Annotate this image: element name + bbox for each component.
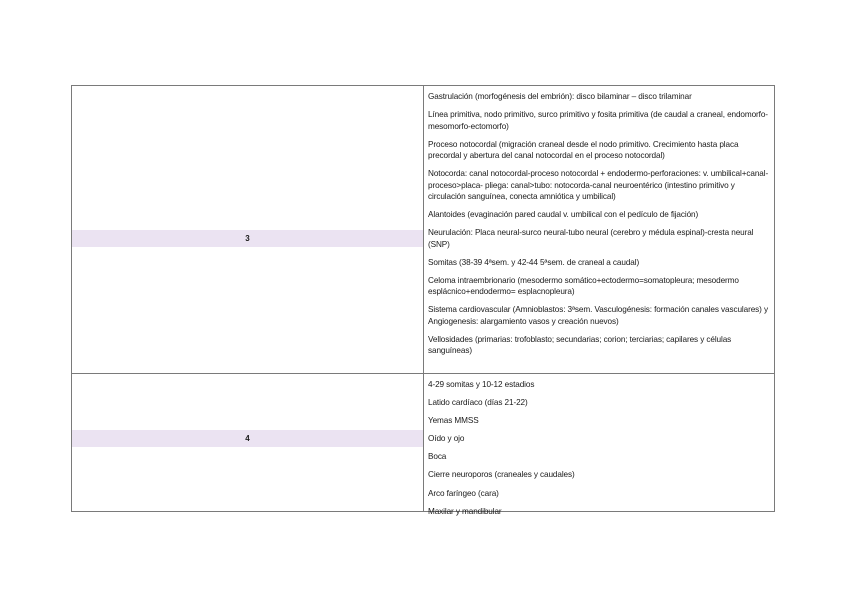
development-table: [71, 85, 775, 516]
event-item: Notocorda: canal notocordal-proceso notocordal + endodermo-perforaciones: v. umbilical+canal-proceso>placa- pliega: canal>tubo: notocorda-canal neuroentérico (intestino primitivo y circulación sanguínea, conecta amniótica y umbilical): [428, 169, 769, 201]
week-number: 3: [72, 230, 423, 247]
events-cell: [428, 379, 770, 524]
table-row-week-3: [72, 86, 774, 374]
event-item: Boca: [428, 452, 447, 462]
event-item: Somitas (38-39 4ªsem. y 42-44 5ªsem. de craneal a caudal): [428, 257, 640, 267]
event-item: Celoma intraembrionario (mesodermo somático+ectodermo=somatopleura; mesodermo esplácnico+endodermo= esplacnopleura): [428, 275, 739, 297]
event-item: Oído y ojo: [428, 434, 465, 444]
event-item: Gastrulación (morfogénesis del embrión): disco bilaminar – disco trilaminar: [428, 92, 692, 101]
event-item: Neurulación: Placa neural-surco neural-tubo neural (cerebro y médula espinal)-cresta neural (SNP): [428, 228, 754, 249]
events-cell: [428, 91, 770, 363]
event-item: Alantoides (evaginación pared caudal v. umbilical con el pedículo de fijación): [428, 210, 699, 219]
table-row-week-4: [72, 374, 774, 516]
week-cell: [72, 374, 424, 511]
event-item: 4-29 somitas y 10-12 estadios: [428, 380, 535, 389]
event-item: Arco faríngeo (cara): [428, 488, 499, 498]
event-item: Vellosidades (primarias: trofoblasto; secundarias; corion; terciarias; capilares y células sanguíneas): [428, 334, 732, 356]
event-item: Sistema cardiovascular (Amnioblastos: 3ªsem. Vasculogénesis: formación canales vasculares) y Angiogenesis: alargamiento vasos y creación nuevos): [428, 305, 768, 326]
week-cell: [72, 86, 424, 373]
event-item: Yemas MMSS: [428, 416, 479, 426]
week-number: 4: [72, 430, 423, 447]
event-item: Proceso notocordal (migración craneal desde el nodo primitivo. Crecimiento hasta placa precordal y abertura del canal notocordal en el proceso notocordal): [428, 139, 739, 160]
event-item: Latido cardíaco (días 21-22): [428, 398, 528, 408]
event-item: Línea primitiva, nodo primitivo, surco primitivo y fosita primitiva (de caudal a craneal, endomorfo-mesomorfo-ectomorfo): [428, 110, 768, 131]
event-item: Maxilar y mandibular: [428, 506, 502, 516]
event-item: Cierre neuroporos (craneales y caudales): [428, 470, 575, 480]
